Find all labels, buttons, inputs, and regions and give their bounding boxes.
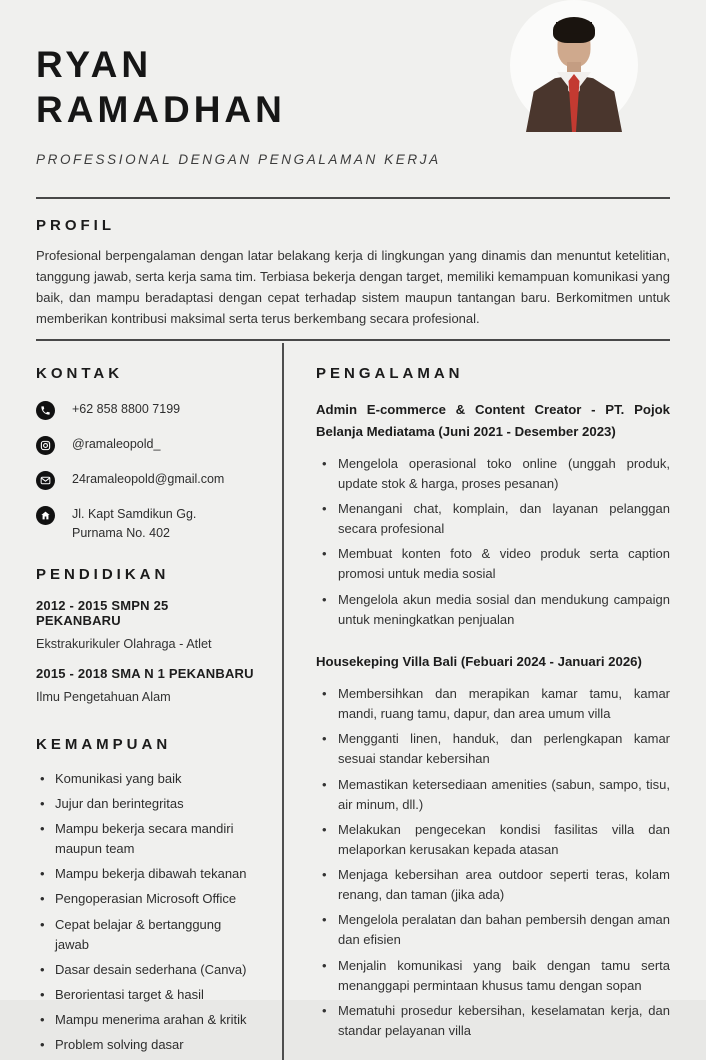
kemampuan-heading: KEMAMPUAN (36, 735, 172, 753)
education-detail: Ilmu Pengetahuan Alam (36, 689, 171, 704)
education-entry (36, 598, 254, 651)
phone-icon (36, 401, 55, 420)
job-entry (316, 651, 670, 1041)
job-bullet: • Mengelola peralatan dan bahan pembersih dengan aman dan efisien (316, 910, 670, 950)
address-value: Jl. Kapt Samdikun Gg. Purnama No. 402 (72, 507, 197, 540)
skill-item: • Mampu bekerja secara mandiri maupun team (36, 819, 254, 859)
email-value: 24ramaleopold@gmail.com (72, 472, 225, 487)
skill-item: • Cepat belajar & bertanggung jawab (36, 915, 254, 955)
profil-heading: PROFIL (36, 217, 115, 235)
tagline: PROFESSIONAL DENGAN PENGALAMAN KERJA (36, 152, 441, 168)
home-icon (36, 506, 55, 525)
contact-row-email (36, 470, 254, 490)
contact-row-phone (36, 400, 254, 420)
header (36, 0, 670, 167)
contact-row-address (36, 505, 254, 541)
job-bullet: • Mengelola operasional toko online (unggah produk, update stok & harga, proses pesanan) (316, 454, 670, 494)
skill-item: • Dasar desain sederhana (Canva) (36, 960, 254, 980)
profil-text: Profesional berpengalaman dengan latar belakang kerja di lingkungan yang dinamis dan menuntut ketelitian, tanggung jawab, serta kerja sama tim. Terbiasa bekerja dengan target, memiliki kemampuan komunikasi yang baik, dan mampu beradaptasi dengan cepat terhadap sistem maupun tantangan baru. Berkomitmen untuk memberikan kontribusi maksimal serta terus berkembang secara profesional. (36, 248, 670, 326)
education-entry (36, 666, 254, 704)
skill-list (36, 769, 254, 1056)
instagram-value: @ramaleopold_ (72, 437, 161, 452)
section-profil (36, 217, 670, 329)
job-bullet: • Menjalin komunikasi yang baik dengan tamu serta menanggapi permintaan khusus tamu dengan sopan (316, 956, 670, 996)
name-heading (36, 42, 466, 132)
skill-item: • Mampu bekerja dibawah tekanan (36, 864, 254, 884)
job-bullet: • Mengelola akun media sosial dan mendukung campaign untuk meningkatkan penjualan (316, 590, 670, 630)
job-bullet: • Mematuhi prosedur kebersihan, keselamatan kerja, dan standar pelayanan villa (316, 1001, 670, 1041)
left-column (36, 341, 282, 1060)
section-pengalaman (316, 365, 670, 1041)
job-bullet: • Membuat konten foto & video produk serta caption promosi untuk media sosial (316, 544, 670, 584)
right-column (284, 341, 670, 1060)
job-bullet: • Melakukan pengecekan kondisi fasilitas villa dan melaporkan kerusakan kepada atasan (316, 820, 670, 860)
education-title: 2012 - 2015 SMPN 25 PEKANBARU (36, 597, 169, 628)
instagram-icon (36, 436, 55, 455)
job-bullet: • Menangani chat, komplain, dan layanan pelanggan secara profesional (316, 499, 670, 539)
job-bullet: • Mengganti linen, handuk, dan perlengkapan kamar sesuai standar kebersihan (316, 729, 670, 769)
pendidikan-heading: PENDIDIKAN (36, 565, 170, 583)
job-entry (316, 399, 670, 629)
job-bullet: • Memastikan ketersediaan amenities (sabun, sampo, tisu, air minum, dll.) (316, 775, 670, 815)
kontak-heading: KONTAK (36, 365, 124, 383)
education-title: 2015 - 2018 SMA N 1 PEKANBARU (36, 665, 254, 681)
skill-item: • Jujur dan berintegritas (36, 794, 254, 814)
phone-value: +62 858 8800 7199 (72, 402, 181, 417)
skill-item: • Mampu menerima arahan & kritik (36, 1010, 254, 1030)
job-bullet: • Menjaga kebersihan area outdoor seperti teras, kolam renang, dan taman (jika ada) (316, 865, 670, 905)
pengalaman-heading: PENGALAMAN (316, 365, 464, 383)
job-bullet-list (316, 684, 670, 1041)
job-title: Housekeping Villa Bali (Febuari 2024 - Januari 2026) (316, 653, 642, 669)
skill-item: • Berorientasi target & hasil (36, 985, 254, 1005)
section-pendidikan (36, 566, 254, 704)
contact-row-instagram (36, 435, 254, 455)
contact-list (36, 400, 254, 541)
education-detail: Ekstrakurikuler Olahraga - Atlet (36, 636, 212, 651)
skill-item: • Pengoperasian Microsoft Office (36, 889, 254, 909)
name-line-1: RYAN (36, 44, 153, 85)
job-bullet-list (316, 454, 670, 630)
profile-photo (510, 0, 638, 130)
job-title: Admin E-commerce & Content Creator - PT. Pojok Belanja Mediatama (Juni 2021 - Desember 2023) (316, 402, 670, 439)
name-line-2: RAMADHAN (36, 89, 286, 131)
header-divider (36, 197, 670, 199)
skill-item: • Komunikasi yang baik (36, 769, 254, 789)
section-kontak (36, 365, 254, 541)
skill-item: • Problem solving dasar (36, 1035, 254, 1055)
job-bullet: • Membersihkan dan merapikan kamar tamu, kamar mandi, ruang tamu, dapur, dan area umum villa (316, 684, 670, 724)
columns (36, 341, 670, 1060)
section-kemampuan (36, 736, 254, 1056)
email-icon (36, 471, 55, 490)
